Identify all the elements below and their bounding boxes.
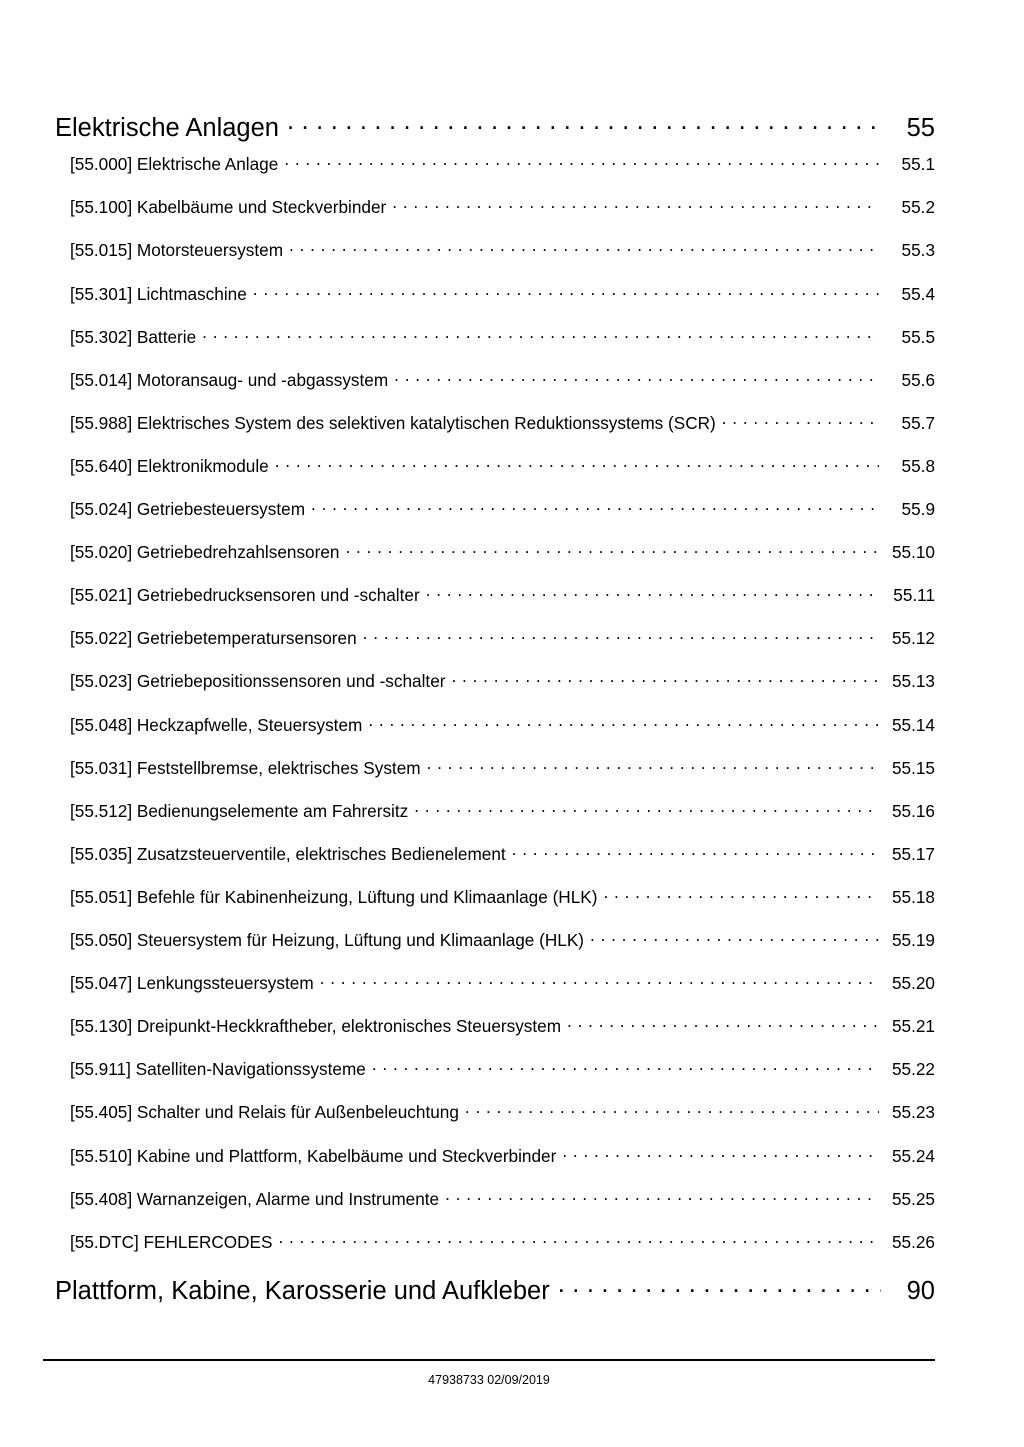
toc-entry-page-number: 55.5 [901,326,935,347]
toc-entry-row[interactable] [0,757,1024,779]
toc-entry-label: [55.048] Heckzapfwelle, Steuersystem [70,714,363,735]
toc-entry-page-number: 55.6 [901,369,935,390]
toc-entry-row[interactable] [0,282,1024,304]
toc-entry-row[interactable] [0,1058,1024,1080]
toc-dot-leader [345,541,879,558]
toc-entry-label: [55.015] Motorsteuersystem [70,240,284,261]
toc-chapter-page-number: 90 [906,1277,935,1306]
toc-dot-leader [465,1101,879,1118]
toc-entry-row[interactable] [0,326,1024,348]
toc-entry-page-number: 55.13 [891,671,935,692]
toc-entry-page-number: 55.24 [891,1145,935,1166]
toc-dot-leader [427,757,879,774]
toc-entry-page-number: 55.3 [901,240,935,261]
toc-entry-row[interactable] [0,713,1024,735]
toc-entry-label: [55.024] Getriebesteuersystem [70,499,306,520]
toc-entry-label: [55.022] Getriebetemperatursensoren [70,628,357,649]
toc-dot-leader [603,886,879,903]
toc-entry-label: [55.047] Lenkungssteuersystem [70,973,314,994]
toc-entry-page-number: 55.12 [891,628,935,649]
toc-entry-row[interactable] [0,1015,1024,1037]
toc-entry-row[interactable] [0,369,1024,391]
toc-dot-leader [722,412,879,429]
toc-dot-leader [426,584,879,601]
toc-dot-leader [394,369,879,386]
toc-entry-page-number: 55.2 [901,197,935,218]
toc-dot-leader [253,282,879,299]
toc-entry-page-number: 55.23 [891,1102,935,1123]
toc-entry-label: [55.510] Kabine und Plattform, Kabelbäume und Steckverbinder [70,1145,557,1166]
toc-entry-label: [55.302] Batterie [70,326,197,347]
toc-dot-leader [202,326,879,343]
toc-entry-row[interactable] [0,1231,1024,1253]
toc-entry-row[interactable] [0,670,1024,692]
toc-entry-page-number: 55.21 [891,1016,935,1037]
toc-dot-leader [590,929,879,946]
toc-entry-label: [55.988] Elektrisches System des selektiven katalytischen Reduktionssystems (SCR) [70,412,716,433]
toc-dot-leader [289,239,879,256]
toc-dot-leader [562,1144,879,1161]
toc-entry-row[interactable] [0,800,1024,822]
toc-dot-leader [275,455,879,472]
toc-dot-leader [284,153,879,170]
toc-entry-row[interactable] [0,1101,1024,1123]
toc-entry-label: [55.014] Motoransaug- und -abgassystem [70,369,389,390]
toc-entry-page-number: 55.9 [901,499,935,520]
toc-entry-page-number: 55.18 [891,886,935,907]
toc-entry-page-number: 55.25 [891,1188,935,1209]
toc-entry-page-number: 55.26 [891,1231,935,1252]
toc-entry-page-number: 55.1 [901,154,935,175]
toc-entry-label: [55.051] Befehle für Kabinenheizung, Lüftung und Klimaanlage (HLK) [70,886,598,907]
toc-dot-leader [414,800,879,817]
toc-entry-page-number: 55.11 [893,585,935,606]
toc-chapter-page-number: 55 [906,113,935,142]
toc-entry-label: [55.408] Warnanzeigen, Alarme und Instrumente [70,1188,440,1209]
toc-entry-page-number: 55.7 [901,412,935,433]
toc-entry-label: [55.000] Elektrische Anlage [70,154,279,175]
toc-entry-row[interactable] [0,1188,1024,1210]
toc-entry-page-number: 55.8 [901,455,935,476]
toc-dot-leader [320,972,879,989]
toc-entry-page-number: 55.19 [891,930,935,951]
toc-entry-row[interactable] [0,455,1024,477]
toc-entry-row[interactable] [0,972,1024,994]
toc-entry-label: [55.023] Getriebepositionssensoren und -schalter [70,671,446,692]
toc-dot-leader [287,110,881,136]
toc-entry-row[interactable] [0,412,1024,434]
toc-entry-row[interactable] [0,627,1024,649]
toc-entry-row[interactable] [0,1144,1024,1166]
toc-entry-label: [55.301] Lichtmaschine [70,283,247,304]
toc-entry-label: [55.050] Steuersystem für Heizung, Lüftung und Klimaanlage (HLK) [70,930,585,951]
toc-entry-row[interactable] [0,929,1024,951]
toc-entry-label: [55.100] Kabelbäume und Steckverbinder [70,197,387,218]
toc-dot-leader [445,1188,879,1205]
toc-entry-page-number: 55.14 [891,714,935,735]
toc-entry-label: [55.021] Getriebedrucksensoren und -schalter [70,585,420,606]
toc-entry-row[interactable] [0,498,1024,520]
footer-document-number: 47938733 02/09/2019 [428,1373,550,1387]
toc-entry-page-number: 55.20 [891,973,935,994]
footer-separator-rule [43,1359,935,1361]
toc-entry-row[interactable] [0,239,1024,261]
toc-dot-leader [368,713,879,730]
toc-chapter-label: Elektrische Anlagen [55,113,279,142]
toc-entry-label: [55.640] Elektronikmodule [70,455,269,476]
toc-entry-page-number: 55.10 [891,542,935,563]
toc-entry-row[interactable] [0,541,1024,563]
toc-entry-label: [55.DTC] FEHLERCODES [70,1231,273,1252]
toc-entry-label: [55.405] Schalter und Relais für Außenbeleuchtung [70,1102,459,1123]
toc-entry-row[interactable] [0,153,1024,175]
toc-chapter-row[interactable] [0,1274,1024,1307]
toc-entry-row[interactable] [0,584,1024,606]
toc-dot-leader [567,1015,879,1032]
toc-entry-row[interactable] [0,886,1024,908]
toc-entry-label: [55.031] Feststellbremse, elektrisches System [70,757,421,778]
toc-dot-leader [363,627,879,644]
toc-entry-label: [55.020] Getriebedrehzahlsensoren [70,542,340,563]
toc-entry-label: [55.130] Dreipunkt-Heckkraftheber, elektronisches Steuersystem [70,1016,562,1037]
toc-chapter-label: Plattform, Kabine, Karosserie und Aufkleber [55,1277,550,1306]
toc-entry-page-number: 55.17 [891,843,935,864]
toc-dot-leader [311,498,879,515]
toc-dot-leader [392,196,879,213]
toc-dot-leader [278,1231,879,1248]
toc-entry-page-number: 55.4 [901,283,935,304]
toc-dot-leader [452,670,880,687]
toc-entry-label: [55.911] Satelliten-Navigationssysteme [70,1059,366,1080]
toc-entry-row[interactable] [0,196,1024,218]
toc-dot-leader [558,1274,881,1300]
toc-entry-page-number: 55.16 [891,800,935,821]
toc-entry-row[interactable] [0,843,1024,865]
toc-dot-leader [372,1058,879,1075]
toc-entry-label: [55.512] Bedienungselemente am Fahrersitz [70,800,409,821]
toc-entry-page-number: 55.15 [891,757,935,778]
toc-chapter-row[interactable] [0,110,1024,143]
toc-entry-label: [55.035] Zusatzsteuerventile, elektrisches Bedienelement [70,843,506,864]
toc-dot-leader [512,843,879,860]
toc-entry-page-number: 55.22 [891,1059,935,1080]
